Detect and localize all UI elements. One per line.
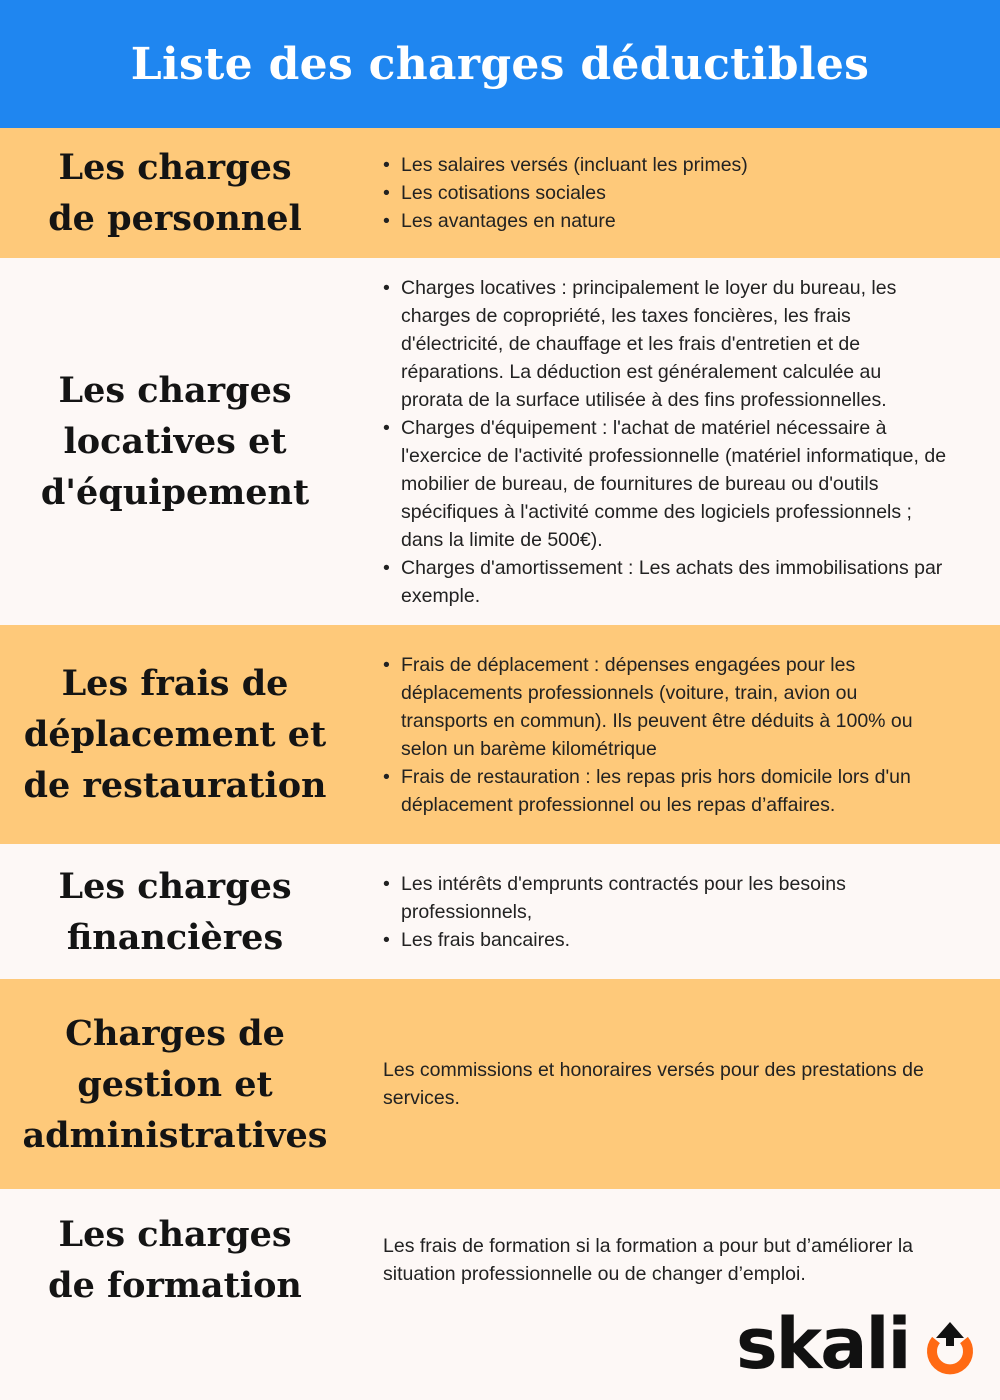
bullet-list — [383, 151, 948, 235]
list-item: • Les salaires versés (incluant les primes) — [383, 151, 948, 179]
list-item: • Charges locatives : principalement le loyer du bureau, les charges de copropriété, les taxes foncières, les frais d'électricité, de chauffage et les frais d'entretien et de réparations. La déduction est généralement calculée au prorata de la surface utilisée à des fins professionnelles. — [383, 274, 948, 414]
row-label — [0, 658, 350, 811]
row-label-line: Charges de — [65, 1012, 285, 1054]
row-charges-financieres — [0, 844, 1000, 979]
row-label — [0, 142, 350, 244]
list-item: • Charges d'équipement : l'achat de matériel nécessaire à l'exercice de l'activité professionnelle (matériel informatique, de mobilier de bureau, de fournitures de bureau ou d'outils spécifiques à l'activité comme des logiciels professionnels ; dans la limite de 500€). — [383, 414, 948, 554]
refresh-arrow-icon — [922, 1316, 978, 1376]
row-label-line: administratives — [22, 1114, 328, 1156]
row-charges-personnel — [0, 128, 1000, 258]
row-content — [350, 1232, 1000, 1288]
row-label-line: de restauration — [23, 765, 327, 806]
row-label-line: d'équipement — [40, 472, 310, 513]
row-label-line: locatives et — [63, 421, 287, 462]
row-content — [350, 870, 1000, 954]
list-item: • Les frais bancaires. — [383, 926, 948, 954]
row-label — [0, 861, 350, 963]
list-item: • Les cotisations sociales — [383, 179, 948, 207]
row-label-line: Les charges — [58, 865, 292, 907]
bullet-list — [383, 651, 948, 819]
list-item: • Charges d'amortissement : Les achats des immobilisations par exemple. — [383, 554, 948, 610]
row-label — [0, 1008, 350, 1161]
row-charges-locatives — [0, 258, 1000, 625]
row-label — [0, 1209, 350, 1311]
row-label-line: Les charges — [58, 370, 292, 411]
list-item: • Les intérêts d'emprunts contractés pour les besoins professionnels, — [383, 870, 948, 926]
row-content — [350, 1056, 1000, 1112]
list-item: • Frais de restauration : les repas pris hors domicile lors d'un déplacement professionnel ou les repas d’affaires. — [383, 763, 948, 819]
row-text: Les commissions et honoraires versés pour des prestations de services. — [383, 1059, 924, 1109]
row-label-line: déplacement et — [23, 714, 327, 755]
row-label-line: financières — [66, 916, 284, 958]
row-content — [350, 151, 1000, 235]
bullet-list — [383, 870, 948, 954]
row-content — [350, 274, 1000, 610]
row-label-line: Les frais de — [61, 663, 289, 704]
row-label-line: de personnel — [48, 198, 302, 239]
row-label-line: Les charges — [58, 147, 292, 188]
logo-text: skali — [736, 1303, 910, 1385]
row-label — [0, 365, 350, 518]
list-item: • Frais de déplacement : dépenses engagées pour les déplacements professionnels (voiture, train, avion ou transports en commun). Ils peuvent être déduits à 100% ou selon un barème kilométrique — [383, 651, 948, 763]
row-frais-deplacement — [0, 625, 1000, 844]
row-charges-gestion — [0, 979, 1000, 1189]
row-label-line: de formation — [48, 1264, 302, 1306]
list-item: • Les avantages en nature — [383, 207, 948, 235]
row-content — [350, 651, 1000, 819]
row-label-line: gestion et — [77, 1063, 273, 1105]
row-text: Les frais de formation si la formation a pour but d’améliorer la situation professionnelle ou de changer d’emploi. — [383, 1234, 914, 1285]
page-header — [0, 0, 1000, 128]
bullet-list — [383, 274, 948, 610]
skalio-logo — [736, 1303, 980, 1385]
page-title: Liste des charges déductibles — [130, 38, 870, 90]
row-label-line: Les charges — [58, 1213, 292, 1255]
